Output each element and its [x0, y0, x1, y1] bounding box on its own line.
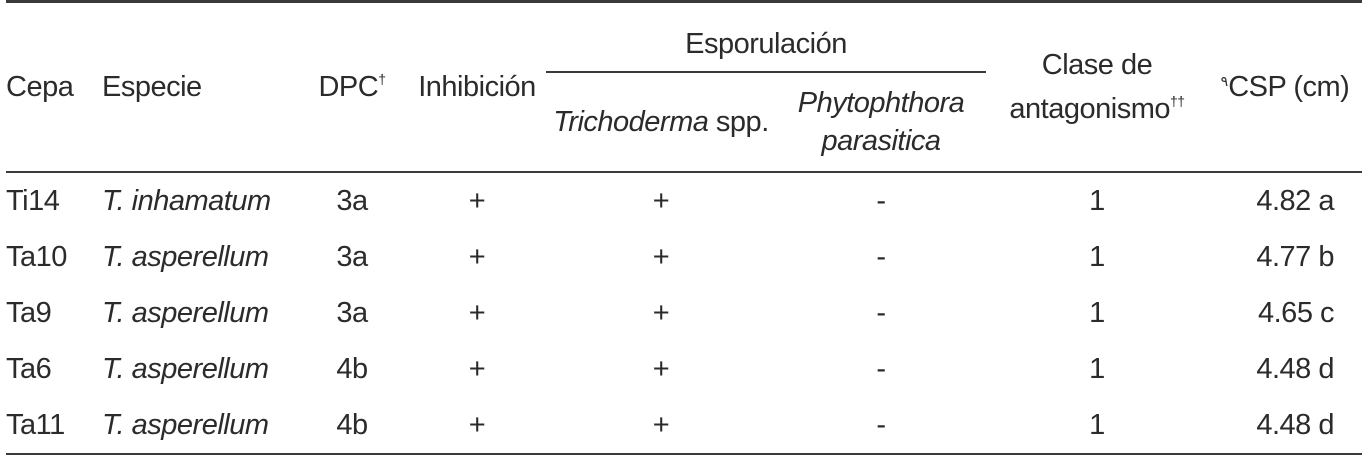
- cell-especie: T. asperellum: [102, 352, 269, 385]
- cell-phytophthora: -: [876, 184, 886, 217]
- header-inhibicion: Inhibición: [408, 2, 546, 173]
- header-dpc-footnote-mark: †: [378, 70, 386, 87]
- cell-phytophthora: -: [876, 240, 886, 273]
- results-table: [6, 0, 1362, 455]
- cell-trichoderma: +: [652, 296, 670, 329]
- cell-trichoderma: +: [652, 352, 670, 385]
- header-dpc: [296, 2, 408, 173]
- cell-cepa: Ti14: [6, 184, 60, 217]
- cell-cepa: Ta11: [6, 397, 96, 454]
- cell-inhibicion: +: [468, 240, 486, 273]
- header-dpc-label: DPC: [318, 70, 379, 103]
- cell-cepa: Ta6: [6, 352, 52, 385]
- cell-inhibicion: +: [468, 352, 486, 385]
- cell-phytophthora: -: [876, 352, 886, 385]
- cell-especie: T. inhamatum: [102, 184, 271, 217]
- cell-dpc: 4b: [336, 352, 368, 385]
- header-clase-line2: antagonismo: [1009, 93, 1170, 125]
- cell-csp: 4.77 b: [1256, 240, 1334, 273]
- cell-inhibicion: +: [468, 184, 486, 217]
- table-body: [6, 172, 1362, 454]
- cell-clase: 1: [1089, 240, 1105, 273]
- header-clase-line2-wrap: [986, 83, 1208, 127]
- cell-phytophthora: -: [776, 397, 986, 454]
- cell-cepa: Ta9: [6, 296, 52, 329]
- header-phytophthora-line1: Phytophthora: [797, 87, 965, 119]
- cell-dpc: 4b: [296, 397, 408, 454]
- cell-cepa: Ta10: [6, 240, 67, 273]
- header-clase-footnote-mark: ††: [1169, 93, 1185, 109]
- cell-csp: 4.65 c: [1258, 296, 1334, 329]
- cell-inhibicion: +: [408, 397, 546, 454]
- table-row: [6, 285, 1362, 341]
- header-especie: Especie: [96, 2, 296, 173]
- cell-csp: 4.82 a: [1256, 184, 1334, 217]
- header-trichoderma-genus: Trichoderma: [553, 105, 709, 138]
- header-cepa: Cepa: [6, 2, 96, 173]
- table-row: [6, 229, 1362, 285]
- cell-trichoderma: +: [652, 240, 670, 273]
- cell-clase: 1: [1089, 296, 1105, 329]
- header-phytophthora: [776, 72, 986, 172]
- cell-csp: 4.48 d: [1256, 352, 1334, 385]
- cell-csp: 4.48 d: [1208, 397, 1362, 454]
- cell-clase: 1: [1089, 352, 1105, 385]
- header-phytophthora-line2: parasitica: [821, 125, 941, 157]
- table-header: [6, 2, 1362, 173]
- cell-trichoderma: +: [546, 397, 776, 454]
- header-clase: [986, 2, 1208, 173]
- cell-inhibicion: +: [468, 296, 486, 329]
- cell-especie: T. asperellum: [96, 397, 296, 454]
- header-trichoderma-spp: spp.: [708, 105, 769, 138]
- cell-especie: T. asperellum: [102, 240, 269, 273]
- header-clase-line1: Clase de: [1041, 49, 1153, 81]
- cell-especie: T. asperellum: [102, 296, 269, 329]
- table-row: [6, 341, 1362, 397]
- header-csp-label: CSP (cm): [1228, 70, 1350, 103]
- cell-dpc: 3a: [336, 240, 368, 273]
- header-trichoderma: [546, 72, 776, 172]
- cell-trichoderma: +: [652, 184, 670, 217]
- cell-phytophthora: -: [876, 296, 886, 329]
- cell-dpc: 3a: [336, 184, 368, 217]
- header-csp: [1208, 2, 1362, 173]
- header-csp-mark: ٩: [1220, 72, 1229, 89]
- table-row: [6, 397, 1362, 454]
- table-row: [6, 172, 1362, 229]
- cell-dpc: 3a: [336, 296, 368, 329]
- cell-clase: 1: [1089, 184, 1105, 217]
- header-esporulacion: Esporulación: [546, 2, 986, 73]
- cell-clase: 1: [986, 397, 1208, 454]
